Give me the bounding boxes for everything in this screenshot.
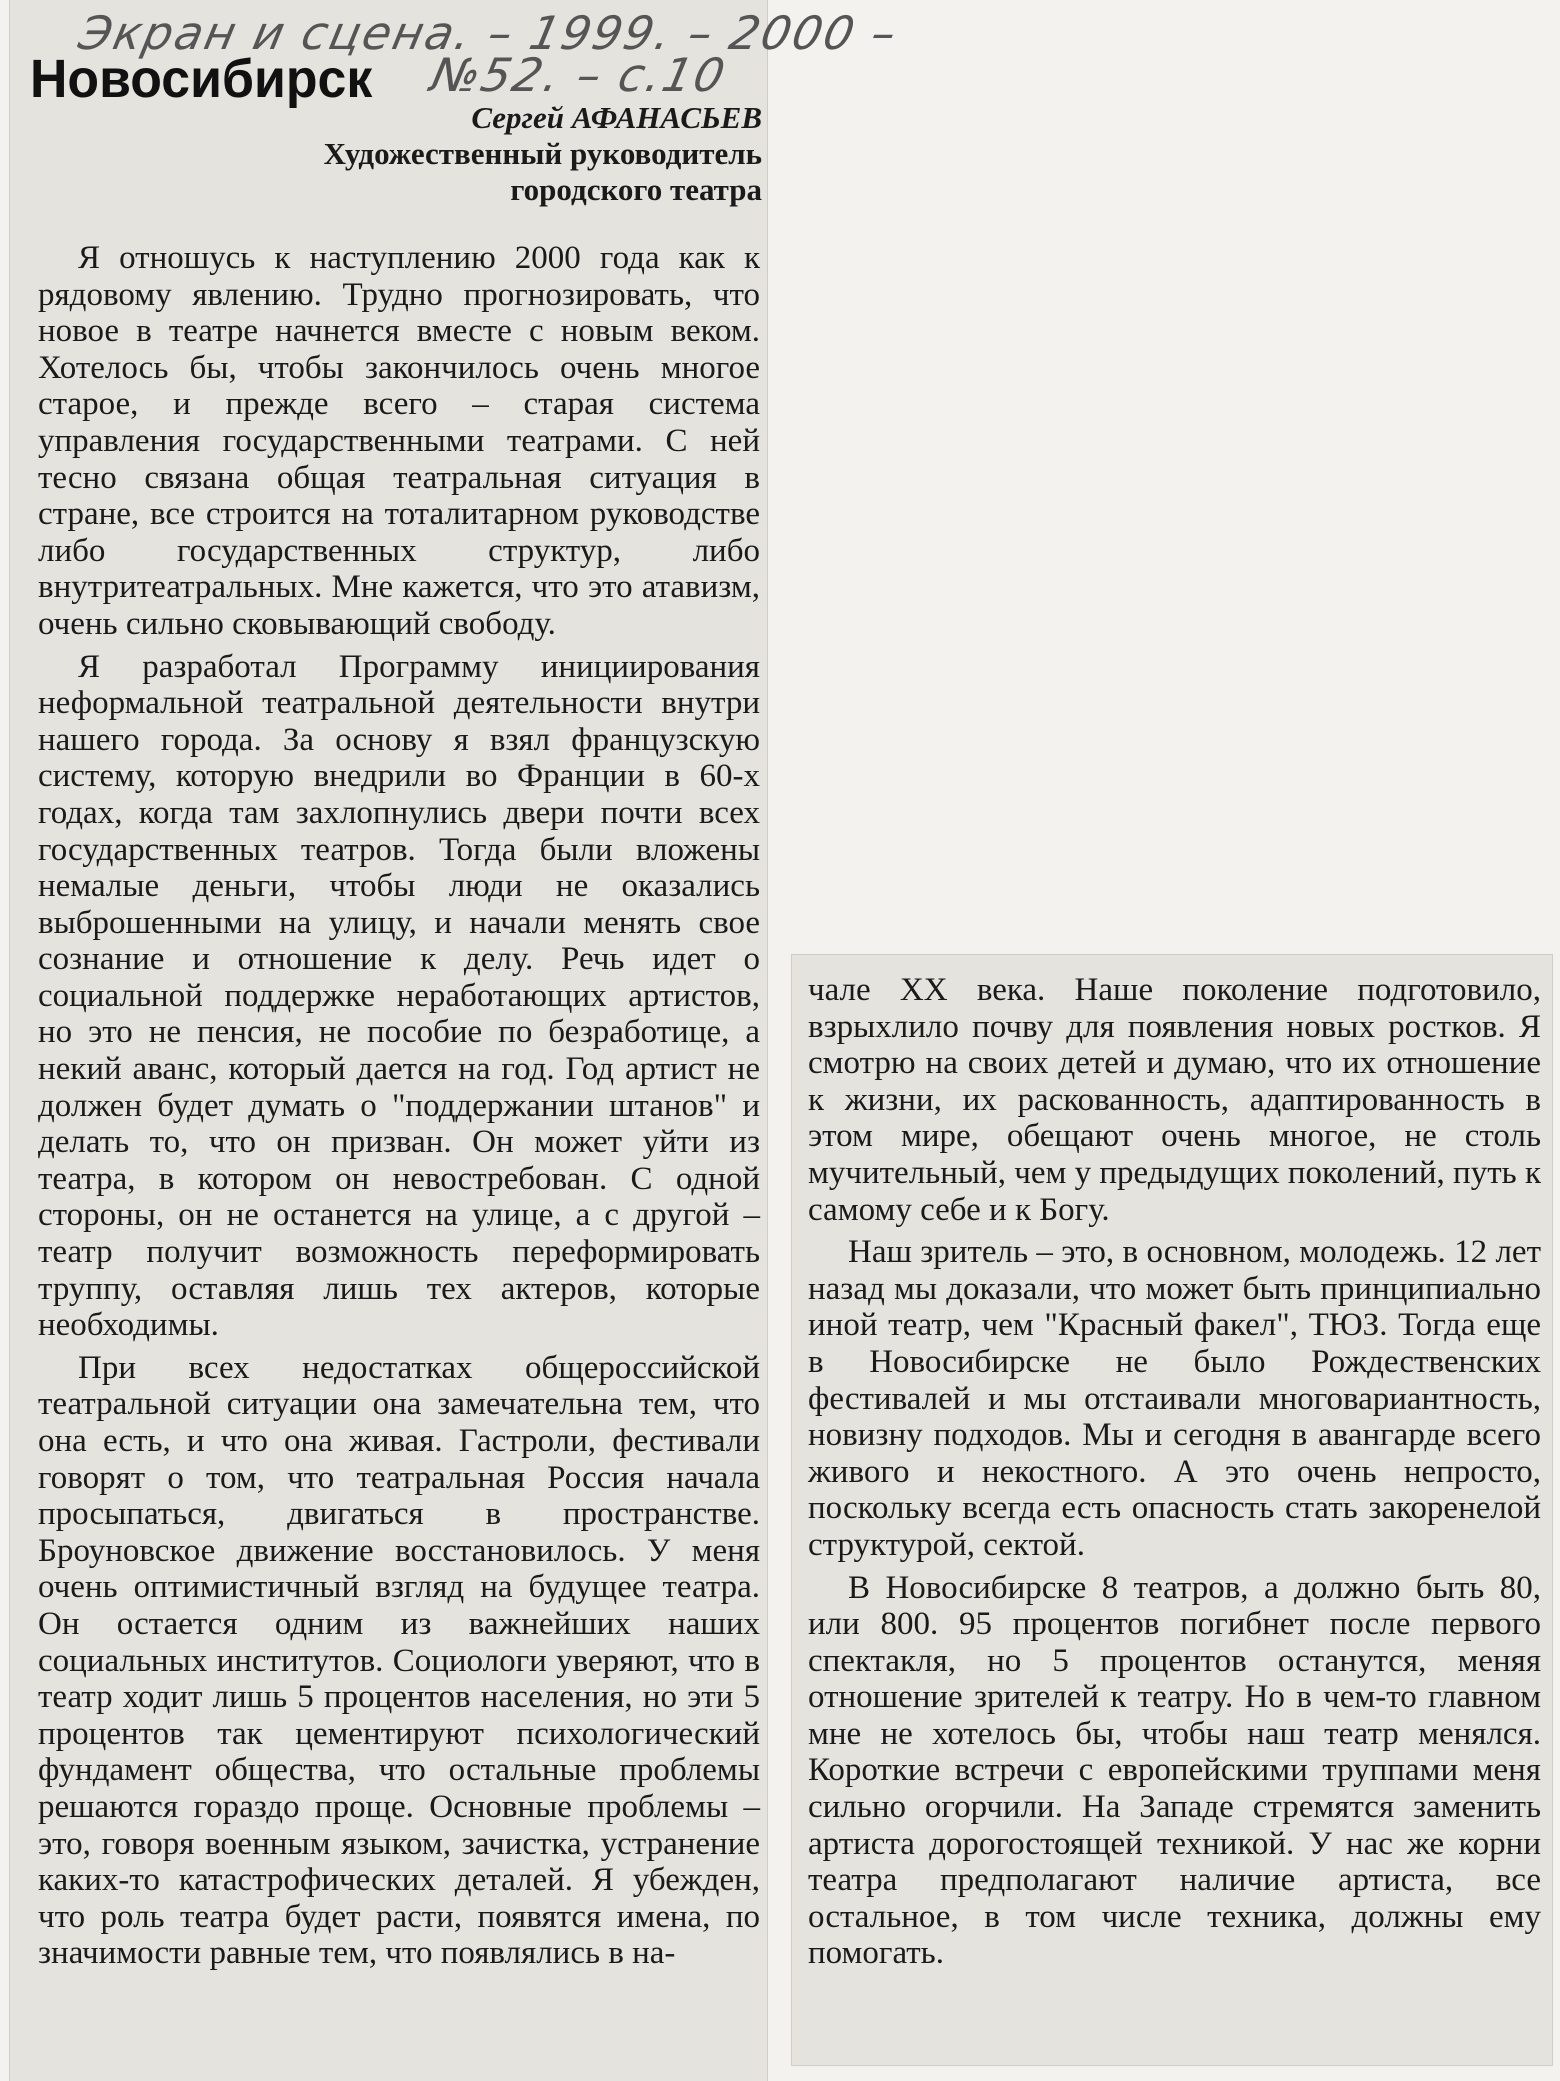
city-heading: Новосибирск xyxy=(30,49,373,109)
author-role-line2: городского театра xyxy=(510,172,762,207)
paragraph: Я отношусь к наступлению 2000 года как к рядовому явлению. Трудно прогнозировать, что новое в театре начнется вместе с новым веком. Хотелось бы, чтобы закончилось очень многое старое, и прежде всего – старая система управления государственными театрами. С ней тесно связана общая театральная ситуация в стране, все строится на тоталитарном руководстве либо государственных структур, либо внутритеатральных. Мне кажется, что это атавизм, очень сильно сковывающий свободу. xyxy=(38,240,760,642)
paragraph: Я разработал Программу инициирования неформальной театральной деятельности внутри нашего города. За основу я взял французскую систему, которую внедрили во Франции в 60-х годах, когда там захлопнулись двери почти всех государственных театров. Тогда были вложены немалые деньги, чтобы люди не оказались выброшенными на улицу, и начали менять свое сознание и отношение к делу. Речь идет о социальной поддержке неработающих артистов, но это не пенсия, не пособие по безработице, а некий аванс, который дается на год. Год артист не должен будет думать о "поддержании штанов" и делать то, что он призван. Он может уйти из театра, в котором он невостребован. С одной стороны, он не останется на улице, а с другой – театр получит возможность переформировать труппу, оставляя лишь тех актеров, которые необходимы. xyxy=(38,648,760,1344)
paragraph-continued: чале XX века. Наше поколение подготовило, взрыхлило почву для появления новых ростков. Я смотрю на своих детей и думаю, что их отношение к жизни, их раскованность, адаптированность в этом мире, обещают очень многое, не столь мучительный, чем у предыдущих поколений, путь к самому себе и к Богу. xyxy=(808,972,1541,1228)
article-column-right xyxy=(808,972,1541,1972)
author-name: Сергей АФАНАСЬЕВ xyxy=(471,100,762,135)
article-column-left xyxy=(38,240,760,1972)
byline xyxy=(324,100,762,208)
author-role-line1: Художественный руководитель xyxy=(323,136,762,171)
handwritten-issue-note: №52. – с.10 xyxy=(426,48,732,102)
handwritten-source-note: Экран и сцена. – 1999. – 2000 – xyxy=(74,6,903,60)
paragraph: В Новосибирске 8 театров, а должно быть 80, или 800. 95 процентов погибнет после первого спектакля, но 5 процентов останутся, меняя отношение зрителей к театру. Но в чем-то главном мне не хотелось бы, чтобы наш театр менялся. Короткие встречи с европейскими труппами меня сильно огорчили. На Западе стремятся заменить артиста дорогостоящей техникой. У нас же корни театра предполагают наличие артиста, все остальное, в том числе техника, должны ему помогать. xyxy=(808,1569,1541,1972)
paragraph: При всех недостатках общероссийской театральной ситуации она замечательна тем, что она есть, и что она живая. Гастроли, фестивали говорят о том, что театральная Россия начала просыпаться, двигаться в пространстве. Броуновское движение восстановилось. У меня очень оптимистичный взгляд на будущее театра. Он остается одним из важнейших наших социальных институтов. Социологи уверяют, что в театр ходит лишь 5 процентов населения, но эти 5 процентов так цементируют психологический фундамент общества, что остальные проблемы решаются гораздо проще. Основные проблемы – это, говоря военным языком, зачистка, устранение каких-то катастрофических деталей. Я убежден, что роль театра будет расти, появятся имена, по значимости равные тем, что появлялись в на- xyxy=(38,1349,760,1972)
paragraph: Наш зритель – это, в основном, молодежь. 12 лет назад мы доказали, что может быть принципиально иной театр, чем "Красный факел", ТЮЗ. Тогда еще в Новосибирске не было Рождественских фестивалей и мы отстаивали многовариантность, новизну подходов. Мы и сегодня в авангарде всего живого и некостного. А это очень непросто, поскольку всегда есть опасность стать закоренелой структурой, сектой. xyxy=(808,1234,1541,1563)
